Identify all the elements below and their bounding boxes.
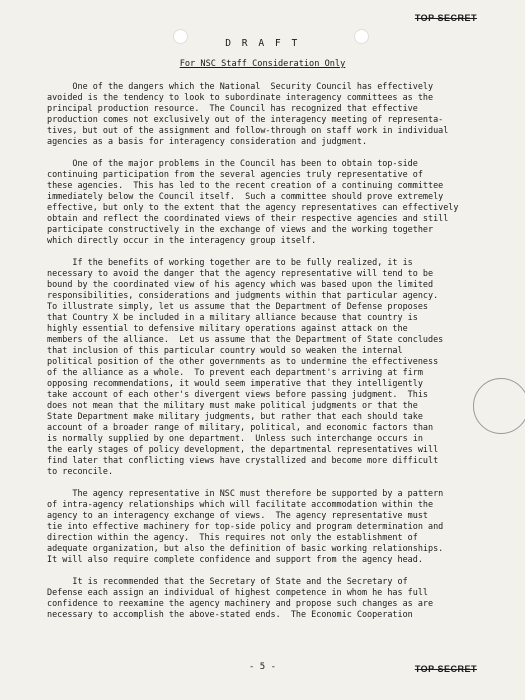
subtitle: For NSC Staff Consideration Only xyxy=(179,59,346,69)
archive-stamp-seal xyxy=(473,378,525,434)
paragraph-5: It is recommended that the Secretary of State and the Secretary of Defense each assign an individual of highest competence in whom he has full confidence to reexamine the agency machinery and propose such changes as are necessary to accomplish the above-stated ends. The Economic Cooperation xyxy=(47,576,434,619)
paragraph-3: If the benefits of working together are to be fully realized, it is necessary to avoid the danger that the agency representative will tend to be bound by the coordinated view of his agency which was based upon the limited responsibilities, considerations and judgments within that particular agency. To illustrate simply, let us assume that the Department of Defense proposes that Country X be included in a military alliance because that country is highly essential to defensive military operations against attack on the members of the alliance. Let us assume that the Department of State concludes that inclusion of this particular country would so weaken the internal political position of the other governments as to undermine the effectiveness of the alliance as a whole. To prevent each department's arriving at firm opposing recommendations, it would seem imperative that they intelligently take account of each other's divergent views before passing judgment. This does not mean that the military must make political judgments or that the State Department make military judgments, but rather that each should take account of a broader range of military, political, and economic factors than is normally supplied by one department. Unless such interchange occurs in the early stages of policy development, the departmental representatives will find later that conflicting views have crystallized and become more difficult to reconcile. xyxy=(47,257,444,476)
page-number: - 5 - xyxy=(248,662,277,672)
classification-marking-bottom: TOP SECRET xyxy=(414,664,477,674)
draft-heading: D R A F T xyxy=(225,38,300,49)
document-body xyxy=(47,81,477,631)
paragraph-2: One of the major problems in the Council has been to obtain top-side continuing participation from the several agencies truly representative of these agencies. This has led to the recent creation of a continuing committee immediately below the Council itself. Such a committee should prove extremely effective, but only to the extent that the agency representatives can effectively obtain and reflect the coordinated views of their respective agencies and still participate constructively in the exchange of views and the working together which directly occur in the interagency group itself. xyxy=(47,158,459,245)
paragraph-1: One of the dangers which the National Security Council has effectively avoided is the tendency to look to subordinate interagency committees as the principal production resource. The Council has recognized that effective production comes not exclusively out of the interagency meeting of representa- tives, but out of the assignment and follow-through on staff work in individual agencies as a basis for interagency consideration and judgment. xyxy=(47,81,449,146)
classification-marking-top: TOP SECRET xyxy=(414,13,477,23)
paragraph-4: The agency representative in NSC must therefore be supported by a pattern of intra-agency relationships which will facilitate accommodation within the agency to an interagency exchange of views. The agency representative must tie into effective machinery for top-side policy and program determination and direction within the agency. This requires not only the establishment of adequate organization, but also the definition of basic working relationships. It will also require complete confidence and support from the agency head. xyxy=(47,488,444,564)
